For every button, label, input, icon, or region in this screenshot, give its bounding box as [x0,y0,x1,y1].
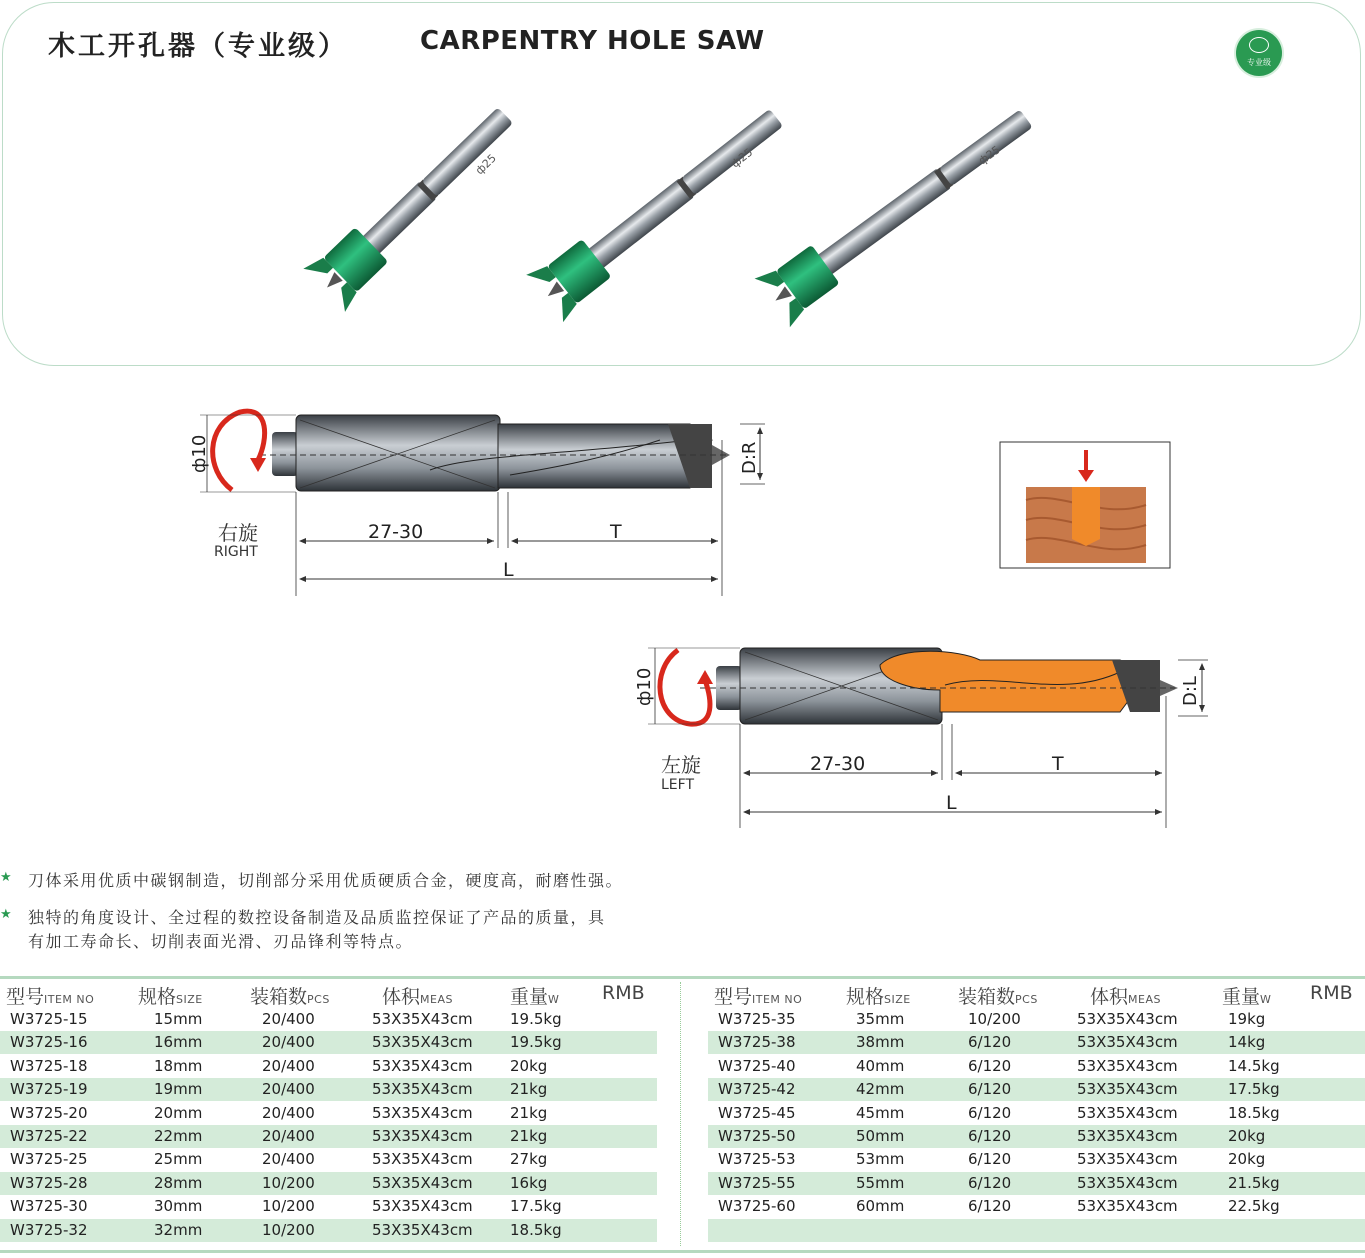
table-cell: 53X35X43cm [1077,1127,1178,1145]
table-cell: 53X35X43cm [372,1197,473,1216]
table-cell: W3725-18 [10,1056,88,1075]
table-cell: 53X35X43cm [1077,1197,1178,1216]
table-cell: 10/200 [262,1220,315,1239]
col-header-rmb: RMB [1310,982,1353,1004]
table-cell: W3725-38 [718,1033,796,1052]
table-cell: 25mm [154,1150,203,1169]
drill-diagram-right [189,411,765,596]
badge-label: 专业级 [1247,58,1271,67]
table-cell: 53X35X43cm [1077,1056,1178,1075]
col-header-item-no: 型号ITEM NO [714,986,803,1008]
table-cell: W3725-30 [10,1197,88,1216]
table-row [708,1195,1365,1218]
table-cell: 10/200 [968,1010,1021,1028]
col-header-weight: 重量W [1222,986,1272,1008]
table-column-separator [680,982,683,1246]
table-cell: 20/400 [262,1150,315,1169]
col-header-weight: 重量W [510,986,560,1008]
table-cell: W3725-16 [10,1033,88,1052]
table-cell: W3725-25 [10,1150,88,1169]
right-dim-l: L [503,559,514,581]
bullet-star-icon: ★ [0,907,14,922]
left-dim-t: T [1052,753,1064,775]
feature-bullet-2-text-line1: 独特的角度设计、全过程的数控设备制造及品质监控保证了产品的质量，具 [28,908,606,927]
table-cell: 19mm [154,1080,203,1099]
table-cell: 16kg [510,1173,548,1192]
table-top-rule [0,976,1365,979]
table-cell: 18.5kg [510,1220,562,1239]
page-title-en: CARPENTRY HOLE SAW [420,26,765,56]
right-rotation-cn: 右旋 [218,521,258,545]
table-cell: 53X35X43cm [372,1220,473,1239]
table-cell: W3725-19 [10,1080,88,1099]
table-cell: 53X35X43cm [372,1056,473,1075]
table-cell: 20kg [1228,1127,1266,1145]
left-rotation-en: LEFT [661,777,695,793]
table-cell: W3725-22 [10,1127,88,1145]
table-cell: 14.5kg [1228,1056,1280,1075]
table-cell: 20kg [1228,1150,1266,1169]
table-cell: 53X35X43cm [1077,1173,1178,1192]
table-cell: 22mm [154,1127,203,1145]
table-cell: 27kg [510,1150,548,1169]
col-header-meas: 体积MEAS [382,986,453,1008]
table-cell: 53X35X43cm [372,1033,473,1052]
table-cell: 10/200 [262,1197,315,1216]
col-header-rmb: RMB [602,982,645,1004]
table-cell: 20kg [510,1056,548,1075]
table-row [0,1031,657,1054]
table-cell: 53X35X43cm [372,1080,473,1099]
table-cell: 20/400 [262,1010,315,1028]
table-cell: 53X35X43cm [1077,1103,1178,1122]
table-cell: 42mm [856,1080,905,1099]
table-cell: 19kg [1228,1010,1266,1028]
table-row [708,1102,1365,1125]
left-shank-dia-label: ф10 [634,667,655,706]
table-cell: 19.5kg [510,1033,562,1052]
table-cell: 45mm [856,1103,905,1122]
drill-diagram-left [634,648,1208,828]
table-cell: W3725-35 [718,1010,796,1028]
table-row [0,1195,657,1218]
table-cell: 53X35X43cm [1077,1080,1178,1099]
feature-bullet-1-text: 刀体采用优质中碳钢制造，切削部分采用优质硬质合金，硬度高，耐磨性强。 [28,871,624,890]
table-cell: 60mm [856,1197,905,1216]
page-title-cn: 木工开孔器（专业级） [48,31,348,62]
table-cell: 17.5kg [1228,1080,1280,1099]
table-row [708,1031,1365,1054]
table-cell: W3725-42 [718,1080,796,1099]
table-cell: 53X35X43cm [1077,1010,1178,1028]
table-cell: 21kg [510,1080,548,1099]
table-cell: 32mm [154,1220,203,1239]
table-cell: 6/120 [968,1103,1012,1122]
table-cell: 6/120 [968,1127,1012,1145]
table-row [0,1125,657,1148]
table-cell: 19.5kg [510,1010,562,1028]
feature-bullet-2-text-line2: 有加工寿命长、切削表面光滑、刃品锋利等特点。 [28,932,414,951]
table-cell: 55mm [856,1173,905,1192]
table-cell: 53X35X43cm [372,1127,473,1145]
table-row [708,1172,1365,1195]
table-cell: 53X35X43cm [372,1103,473,1122]
table-cell: 22.5kg [1228,1197,1280,1216]
table-cell: W3725-53 [718,1150,796,1169]
table-row [0,1172,657,1195]
table-cell: 18.5kg [1228,1103,1280,1122]
col-header-pcs: 装箱数PCS [250,986,330,1008]
table-cell: 21kg [510,1103,548,1122]
table-cell: 6/120 [968,1080,1012,1099]
col-header-item-no: 型号ITEM NO [6,986,95,1008]
table-row [0,1055,657,1078]
table-cell: W3725-28 [10,1173,88,1192]
table-row [0,1078,657,1101]
table-cell: 40mm [856,1056,905,1075]
table-cell: 20/400 [262,1127,315,1145]
table-cell: 30mm [154,1197,203,1216]
product-3-shank-mark: ф25 [976,143,1003,168]
table-row [708,1125,1365,1148]
table-cell: W3725-45 [718,1103,796,1122]
table-cell: 6/120 [968,1056,1012,1075]
table-cell: W3725-40 [718,1056,796,1075]
right-dim-shank: 27-30 [368,521,424,543]
right-dim-t: T [610,521,622,543]
table-cell: 53X35X43cm [1077,1033,1178,1052]
table-cell: W3725-50 [718,1127,796,1145]
table-cell: 16mm [154,1033,203,1052]
right-dia-label: D:R [739,441,760,474]
table-cell: 21kg [510,1127,548,1145]
table-cell: 53X35X43cm [1077,1150,1178,1169]
bullet-star-icon: ★ [0,870,14,885]
table-cell: 28mm [154,1173,203,1192]
table-cell: W3725-60 [718,1197,796,1216]
table-row [708,1008,1365,1031]
table-row [708,1078,1365,1101]
table-cell: 53X35X43cm [372,1010,473,1028]
table-cell: 10/200 [262,1173,315,1192]
right-shank-dia-label: ф10 [189,434,210,473]
table-cell: 20/400 [262,1056,315,1075]
table-cell: 6/120 [968,1033,1012,1052]
table-cell: 20mm [154,1103,203,1122]
table-row [0,1008,657,1031]
product-1-shank-mark: ф25 [473,151,499,178]
table-cell: 20/400 [262,1103,315,1122]
table-row [708,1055,1365,1078]
right-rotation-en: RIGHT [214,544,258,560]
left-rotation-cn: 左旋 [661,753,701,777]
table-cell: 6/120 [968,1197,1012,1216]
table-cell: W3725-32 [10,1220,88,1239]
table-cell: 20/400 [262,1033,315,1052]
table-cell: 20/400 [262,1080,315,1099]
table-cell: 50mm [856,1127,905,1145]
table-cell: 53X35X43cm [372,1173,473,1192]
table-cell: 38mm [856,1033,905,1052]
table-cell: 6/120 [968,1150,1012,1169]
left-dim-l: L [946,792,957,814]
table-cell: 17.5kg [510,1197,562,1216]
table-bottom-rule [0,1250,1365,1253]
left-dia-label: D:L [1180,676,1201,706]
table-row [0,1148,657,1171]
table-cell: 15mm [154,1010,203,1028]
table-row [0,1219,657,1242]
table-cell: 53X35X43cm [372,1150,473,1169]
table-cell: 21.5kg [1228,1173,1280,1192]
table-cell: 6/120 [968,1173,1012,1192]
table-row-empty [708,1219,1365,1242]
table-cell: 14kg [1228,1033,1266,1052]
col-header-size: 规格SIZE [138,986,203,1008]
table-cell: W3725-55 [718,1173,796,1192]
col-header-pcs: 装箱数PCS [958,986,1038,1008]
col-header-meas: 体积MEAS [1090,986,1161,1008]
col-header-size: 规格SIZE [846,986,911,1008]
wood-hole-illustration [1000,442,1170,568]
product-2-shank-mark: ф25 [728,145,756,171]
table-row [708,1148,1365,1171]
table-cell: W3725-15 [10,1010,88,1028]
table-cell: 35mm [856,1010,905,1028]
table-cell: 18mm [154,1056,203,1075]
left-dim-shank: 27-30 [810,753,866,775]
table-cell: 53mm [856,1150,905,1169]
table-cell: W3725-20 [10,1103,88,1122]
table-row [0,1102,657,1125]
